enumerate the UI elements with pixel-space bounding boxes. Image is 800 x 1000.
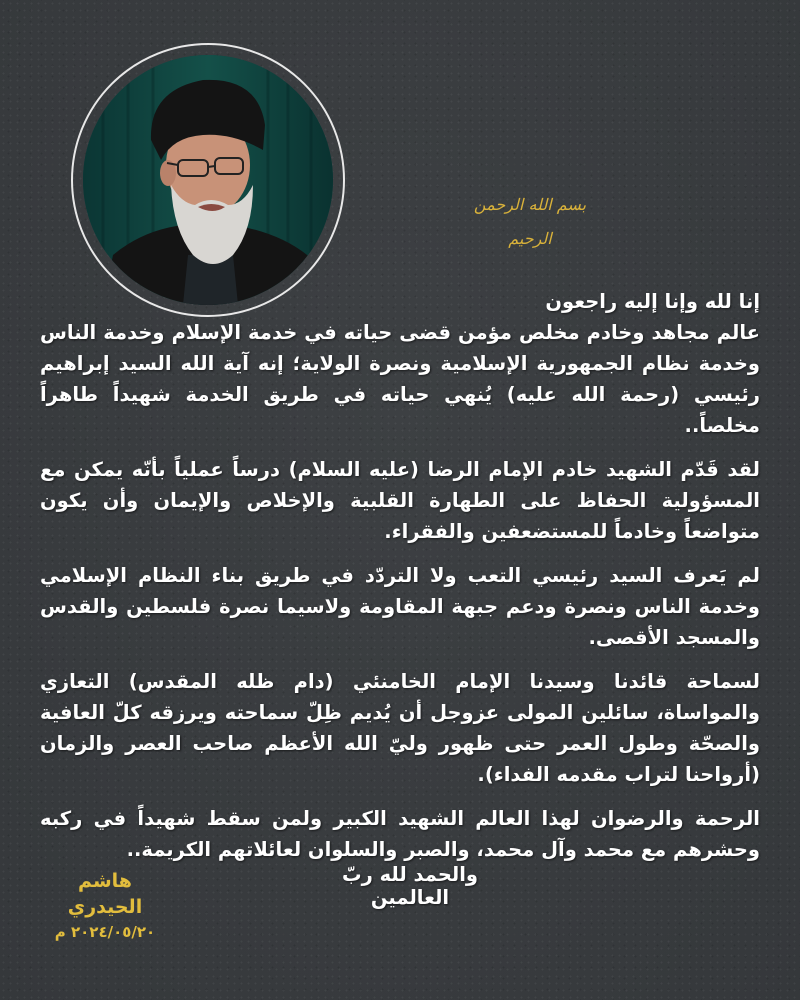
signature-name: هاشم الحيدري bbox=[67, 870, 143, 918]
signature-block bbox=[40, 868, 170, 944]
basmala-calligraphy: بسم الله الرحمن الرحيم bbox=[473, 195, 587, 248]
condolence-letter bbox=[40, 286, 760, 878]
signature-date: ٢٠٢٤/٠٥/٢٠ م bbox=[54, 923, 156, 941]
letter-paragraph-1: عالم مجاهد وخادم مخلص مؤمن قضى حياته في خدمة الإسلام وخدمة الناس وخدمة نظام الجمهورية الإسلامية ونصرة الولاية؛ إنه آية الله السيد إبراهيم رئيسي (رحمة الله عليه) يُنهي حياته في طريق الخدمة شهيداً طاهراً مخلصاً.. bbox=[40, 321, 760, 437]
letter-paragraph-2: لقد قَدّم الشهيد خادم الإمام الرضا (عليه السلام) درساً عملياً بأنّه يمكن مع المسؤولية الحفاظ على الطهارة القلبية والإخلاص والإيمان وأن يكون متواضعاً وخادماً للمستضعفين والفقراء. bbox=[40, 458, 760, 543]
letter-paragraph-5: الرحمة والرضوان لهذا العالم الشهيد الكبير ولمن سقط شهيداً في ركبه وحشرهم مع محمد وآل محمد، والصبر والسلوان لعائلاتهم الكريمة.. bbox=[40, 807, 760, 861]
letter-paragraph-4: لسماحة قائدنا وسيدنا الإمام الخامنئي (دام ظله المقدس) التعازي والمواساة، سائلين المولى عزوجل أن يُديم ظِلّ سماحته ويرزقه كلّ العافية والصحّة وطول العمر حتى ظهور وليّ الله الأعظم صاحب العصر والزمان (أرواحنا لتراب مقدمه الفداء). bbox=[40, 670, 760, 786]
letter-opening: إنا لله وإنا إليه راجعون bbox=[545, 290, 760, 313]
letter-paragraph-3: لم يَعرف السيد رئيسي التعب ولا التردّد في طريق بناء النظام الإسلامي وخدمة الناس ونصرة ودعم جبهة المقاومة ولاسيما نصرة فلسطين والقدس والمسجد الأقصى. bbox=[40, 564, 760, 649]
cleric-portrait-icon bbox=[83, 55, 333, 305]
portrait-image bbox=[83, 55, 333, 305]
letter-closing: والحمد لله ربّ العالمين bbox=[341, 863, 479, 909]
